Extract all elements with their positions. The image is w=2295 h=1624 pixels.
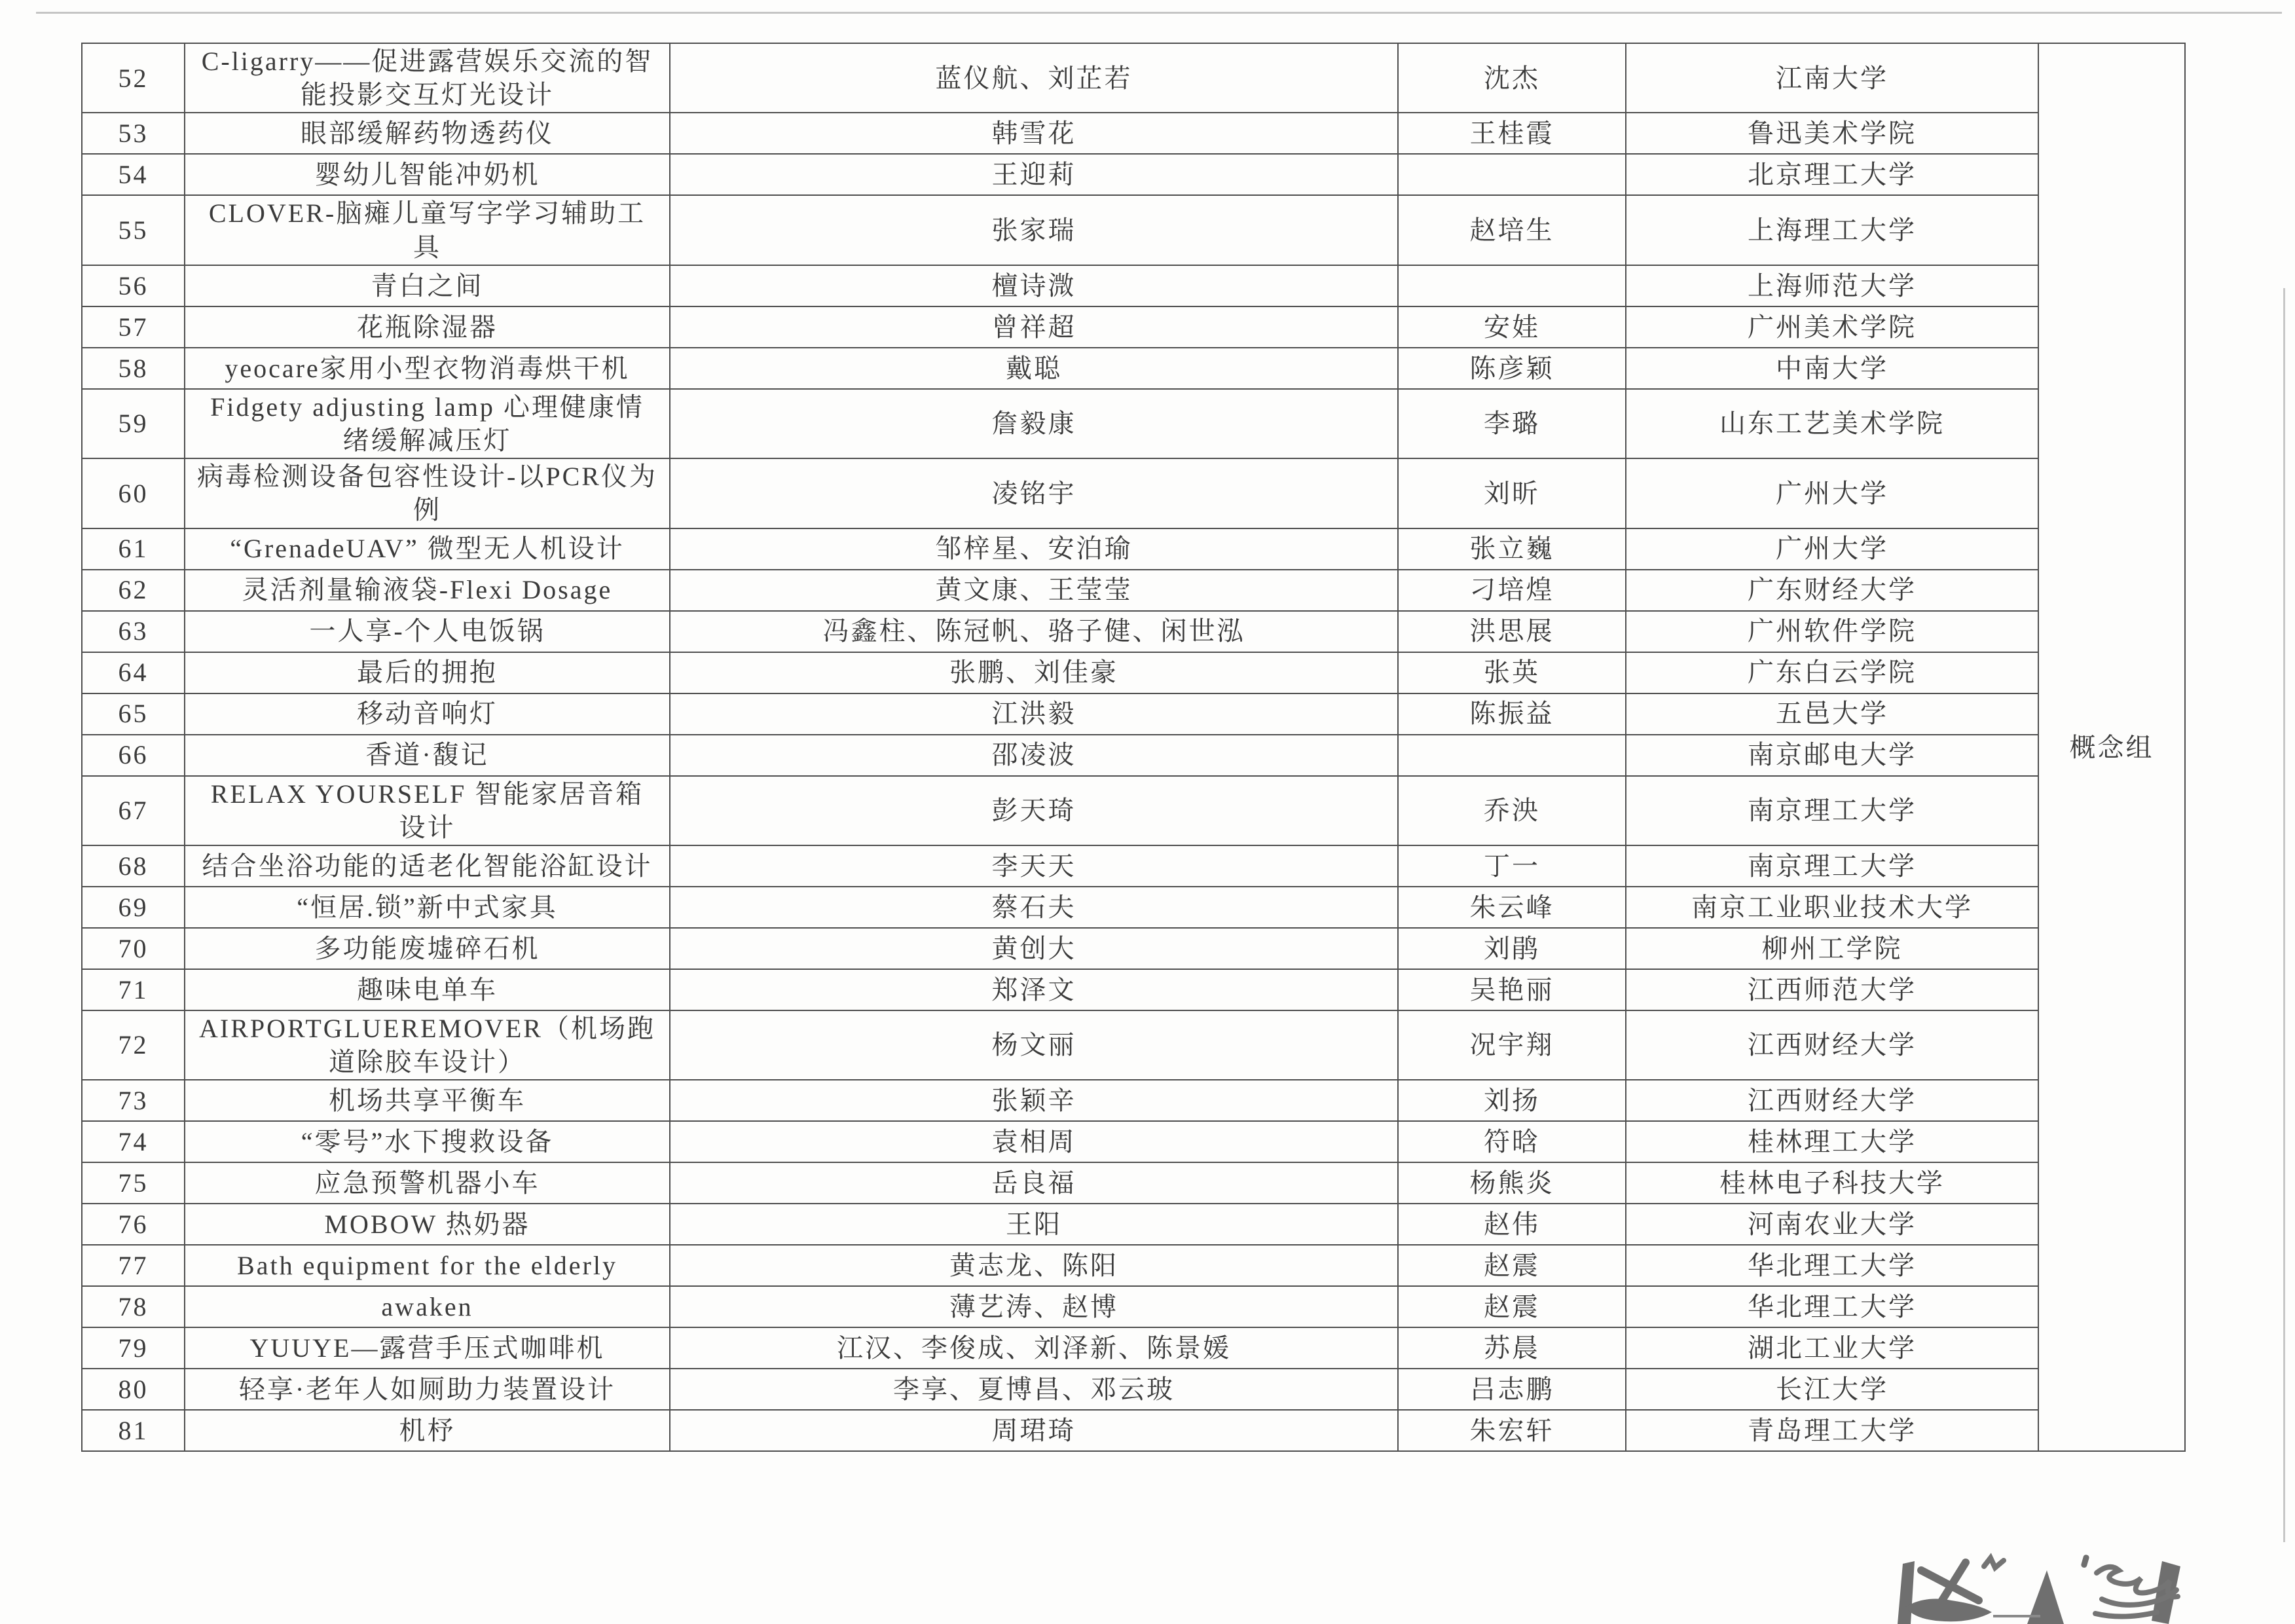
cell-advisor: 符晗 [1398,1121,1626,1162]
cell-authors: 张家瑞 [670,195,1398,265]
table-row [82,1327,2185,1369]
cell-school: 南京工业职业技术大学 [1626,887,2038,928]
cell-authors: 冯鑫柱、陈冠帆、骆子健、闲世泓 [670,611,1398,652]
cell-school: 华北理工大学 [1626,1286,2038,1327]
cell-authors: 杨文丽 [670,1010,1398,1080]
cell-project: 病毒检测设备包容性设计-以PCR仪为例 [185,458,670,528]
cell-authors: 黄文康、王莹莹 [670,570,1398,611]
cell-no: 61 [82,528,185,570]
cell-authors: 蔡石夫 [670,887,1398,928]
cell-advisor: 洪思展 [1398,611,1626,652]
table-row [82,693,2185,735]
ink-tick [2080,1554,2089,1568]
cell-advisor: 张英 [1398,652,1626,693]
cell-project: 趣味电单车 [185,969,670,1010]
cell-advisor: 丁一 [1398,845,1626,887]
cell-project: “零号”水下搜救设备 [185,1121,670,1162]
cell-no: 64 [82,652,185,693]
cell-no: 71 [82,969,185,1010]
cell-authors: 袁相周 [670,1121,1398,1162]
cell-project: 青白之间 [185,265,670,306]
cell-school: 广州大学 [1626,458,2038,528]
cell-advisor: 乔泱 [1398,776,1626,845]
cell-school: 江西师范大学 [1626,969,2038,1010]
cell-authors: 王迎莉 [670,154,1398,195]
cell-no: 58 [82,348,185,389]
cell-project: C-ligarry——促进露营娱乐交流的智能投影交互灯光设计 [185,43,670,113]
cell-authors: 张鹏、刘佳豪 [670,652,1398,693]
table-row [82,1204,2185,1245]
cell-no: 57 [82,306,185,348]
table-row [82,1245,2185,1286]
cell-project: 结合坐浴功能的适老化智能浴缸设计 [185,845,670,887]
ink-stroke-vertical [1898,1561,1915,1624]
cell-authors: 薄艺涛、赵博 [670,1286,1398,1327]
table-row [82,528,2185,570]
table-row [82,154,2185,195]
table-row [82,1410,2185,1451]
cell-project: 花瓶除湿器 [185,306,670,348]
cell-project: Fidgety adjusting lamp 心理健康情绪缓解减压灯 [185,389,670,458]
table-row [82,928,2185,969]
cell-authors: 张颖辛 [670,1080,1398,1121]
award-results-table [81,43,2186,1452]
cell-no: 80 [82,1369,185,1410]
cell-project: 机杼 [185,1410,670,1451]
cell-school: 华北理工大学 [1626,1245,2038,1286]
cell-advisor: 杨熊炎 [1398,1162,1626,1204]
table-row [82,969,2185,1010]
cell-school: 湖北工业大学 [1626,1327,2038,1369]
cell-school: 桂林电子科技大学 [1626,1162,2038,1204]
table-row [82,1080,2185,1121]
cell-advisor: 刁培煌 [1398,570,1626,611]
cell-advisor: 况宇翔 [1398,1010,1626,1080]
cell-project: 香道·馥记 [185,735,670,776]
table-row [82,195,2185,265]
table-row [82,1121,2185,1162]
cell-school: 山东工艺美术学院 [1626,389,2038,458]
cell-school: 鲁迅美术学院 [1626,113,2038,154]
cell-authors: 岳良福 [670,1162,1398,1204]
cell-school: 北京理工大学 [1626,154,2038,195]
cell-advisor: 张立巍 [1398,528,1626,570]
cell-advisor: 安娃 [1398,306,1626,348]
cell-no: 77 [82,1245,185,1286]
table-row [82,776,2185,845]
cell-project: 应急预警机器小车 [185,1162,670,1204]
table-row [82,570,2185,611]
cell-authors: 凌铭宇 [670,458,1398,528]
table-row [82,43,2185,113]
cell-authors: 江洪毅 [670,693,1398,735]
table-row [82,1010,2185,1080]
table-row [82,348,2185,389]
cell-no: 73 [82,1080,185,1121]
cell-no: 65 [82,693,185,735]
cell-project: AIRPORTGLUEREMOVER（机场跑道除胶车设计） [185,1010,670,1080]
cell-advisor: 刘扬 [1398,1080,1626,1121]
cell-school: 广州软件学院 [1626,611,2038,652]
cell-no: 67 [82,776,185,845]
cell-advisor [1398,154,1626,195]
cell-authors: 蓝仪航、刘芷若 [670,43,1398,113]
cell-authors: 江汉、李俊成、刘泽新、陈景媛 [670,1327,1398,1369]
cell-project: 眼部缓解药物透药仪 [185,113,670,154]
cell-project: yeocare家用小型衣物消毒烘干机 [185,348,670,389]
cell-no: 56 [82,265,185,306]
cell-school: 上海师范大学 [1626,265,2038,306]
table-row [82,845,2185,887]
cell-authors: 邹梓星、安泊瑜 [670,528,1398,570]
cell-no: 79 [82,1327,185,1369]
ink-scribble-3 [2095,1612,2157,1617]
cell-project: 婴幼儿智能冲奶机 [185,154,670,195]
cell-project: YUUYE—露营手压式咖啡机 [185,1327,670,1369]
cell-school: 江南大学 [1626,43,2038,113]
cell-advisor: 王桂霞 [1398,113,1626,154]
cell-advisor: 赵培生 [1398,195,1626,265]
cell-no: 55 [82,195,185,265]
cell-advisor: 陈彦颖 [1398,348,1626,389]
cell-project: “GrenadeUAV” 微型无人机设计 [185,528,670,570]
ink-zigzag [1984,1558,2004,1568]
cell-no: 66 [82,735,185,776]
cell-school: 江西财经大学 [1626,1010,2038,1080]
table-row [82,306,2185,348]
cell-project: 最后的拥抱 [185,652,670,693]
cell-advisor: 沈杰 [1398,43,1626,113]
cell-no: 72 [82,1010,185,1080]
cell-project: 灵活剂量输液袋-Flexi Dosage [185,570,670,611]
cell-project: “恒居.锁”新中式家具 [185,887,670,928]
cell-project: MOBOW 热奶器 [185,1204,670,1245]
cell-advisor: 朱云峰 [1398,887,1626,928]
table-row [82,1286,2185,1327]
cell-authors: 黄创大 [670,928,1398,969]
cell-no: 63 [82,611,185,652]
cell-project: 多功能废墟碎石机 [185,928,670,969]
cell-school: 中南大学 [1626,348,2038,389]
handwritten-ink-marks [1866,1538,2272,1624]
cell-school: 青岛理工大学 [1626,1410,2038,1451]
cell-advisor [1398,735,1626,776]
cell-project: 一人享-个人电饭锅 [185,611,670,652]
cell-no: 62 [82,570,185,611]
cell-advisor [1398,265,1626,306]
cell-advisor: 吕志鹏 [1398,1369,1626,1410]
cell-authors: 郑泽文 [670,969,1398,1010]
cell-no: 74 [82,1121,185,1162]
cell-project: 轻享·老年人如厕助力装置设计 [185,1369,670,1410]
cell-authors: 邵凌波 [670,735,1398,776]
cell-authors: 彭天琦 [670,776,1398,845]
cell-school: 上海理工大学 [1626,195,2038,265]
cell-school: 广州大学 [1626,528,2038,570]
cell-school: 柳州工学院 [1626,928,2038,969]
cell-no: 53 [82,113,185,154]
cell-advisor: 赵震 [1398,1245,1626,1286]
table-row [82,611,2185,652]
table-row [82,735,2185,776]
cell-school: 南京理工大学 [1626,776,2038,845]
cell-no: 78 [82,1286,185,1327]
cell-no: 54 [82,154,185,195]
cell-advisor: 刘昕 [1398,458,1626,528]
page-edge-line-top [36,12,2282,14]
table-row [82,265,2185,306]
cell-no: 60 [82,458,185,528]
cell-project: Bath equipment for the elderly [185,1245,670,1286]
group-label-cell: 概念组 [2038,43,2185,1451]
cell-authors: 王阳 [670,1204,1398,1245]
table-row [82,652,2185,693]
cell-school: 五邑大学 [1626,693,2038,735]
page-edge-line-right [2283,288,2285,1542]
table-row [82,1369,2185,1410]
cell-no: 76 [82,1204,185,1245]
cell-school: 广东白云学院 [1626,652,2038,693]
cell-no: 81 [82,1410,185,1451]
cell-project: CLOVER-脑瘫儿童写字学习辅助工具 [185,195,670,265]
cell-school: 长江大学 [1626,1369,2038,1410]
cell-no: 52 [82,43,185,113]
cell-school: 桂林理工大学 [1626,1121,2038,1162]
table-row [82,113,2185,154]
cell-no: 69 [82,887,185,928]
cell-project: RELAX YOURSELF 智能家居音箱设计 [185,776,670,845]
cell-school: 广东财经大学 [1626,570,2038,611]
cell-advisor: 赵伟 [1398,1204,1626,1245]
cell-advisor: 朱宏轩 [1398,1410,1626,1451]
cell-school: 广州美术学院 [1626,306,2038,348]
table-row [82,389,2185,458]
cell-advisor: 刘鹃 [1398,928,1626,969]
cell-authors: 周珺琦 [670,1410,1398,1451]
cell-no: 70 [82,928,185,969]
cell-advisor: 赵震 [1398,1286,1626,1327]
cell-advisor: 苏晨 [1398,1327,1626,1369]
cell-authors: 戴聪 [670,348,1398,389]
table-row [82,1162,2185,1204]
cell-project: awaken [185,1286,670,1327]
cell-project: 移动音响灯 [185,693,670,735]
cell-project: 机场共享平衡车 [185,1080,670,1121]
cell-advisor: 陈振益 [1398,693,1626,735]
cell-advisor: 吴艳丽 [1398,969,1626,1010]
cell-authors: 韩雪花 [670,113,1398,154]
cell-school: 河南农业大学 [1626,1204,2038,1245]
cell-school: 南京理工大学 [1626,845,2038,887]
cell-authors: 詹毅康 [670,389,1398,458]
cell-school: 江西财经大学 [1626,1080,2038,1121]
cell-authors: 李天天 [670,845,1398,887]
cell-authors: 曾祥超 [670,306,1398,348]
cell-authors: 黄志龙、陈阳 [670,1245,1398,1286]
cell-no: 68 [82,845,185,887]
cell-authors: 檀诗溦 [670,265,1398,306]
ink-baseline [1993,1615,2040,1617]
cell-authors: 李享、夏博昌、邓云玻 [670,1369,1398,1410]
cell-no: 75 [82,1162,185,1204]
table-row [82,458,2185,528]
cell-advisor: 李璐 [1398,389,1626,458]
table-row [82,887,2185,928]
cell-no: 59 [82,389,185,458]
cell-school: 南京邮电大学 [1626,735,2038,776]
